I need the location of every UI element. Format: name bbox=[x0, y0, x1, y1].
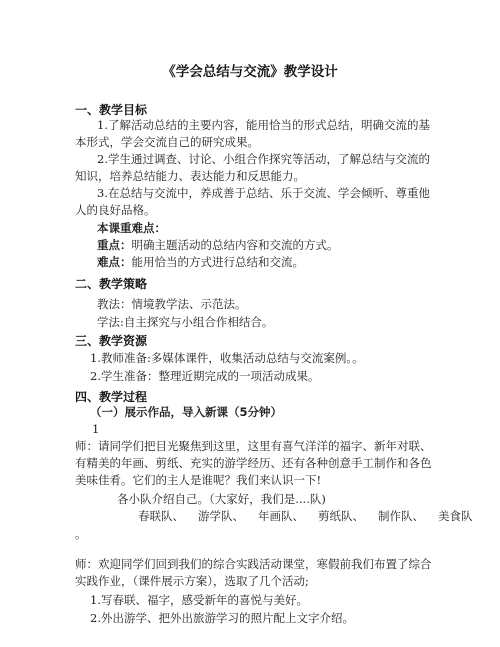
goal-item-3: 3.在总结与交流中，养成善于总结、乐于交流、学会倾听、尊重他人的良好品格。 bbox=[75, 186, 430, 217]
team-item: 春联队、 bbox=[138, 509, 184, 523]
difficulty-label: 难点： bbox=[97, 255, 132, 269]
difficulty-text: 能用恰当的方式进行总结和交流。 bbox=[131, 255, 304, 269]
team-item: 年画队、 bbox=[258, 509, 304, 523]
team-intro: 各小队介绍自己。（大家好，我们是....队) bbox=[117, 492, 326, 506]
process-subheading-1: （一）展示作品，导入新课（5分钟） bbox=[90, 405, 282, 419]
teacher-paragraph-1: 师：请同学们把目光聚焦到这里，这里有喜气洋洋的福字、新年对联、有精美的年画、剪纸、充实的游学经历、还有各种创意手工制作和各色美味佳肴。它们的主人是谁呢？我们来认识一下! bbox=[75, 439, 432, 487]
section-heading-process: 四、教学过程 bbox=[75, 390, 148, 404]
team-list-period: 。 bbox=[75, 527, 87, 541]
key-point-label: 重点： bbox=[97, 238, 132, 252]
process-step-number: 1 bbox=[92, 422, 100, 436]
difficulty-point bbox=[97, 254, 304, 270]
resource-item-2: 2.学生准备：整理近期完成的一项活动成果。 bbox=[90, 369, 320, 383]
goal-item-1: 1.了解活动总结的主要内容，能用恰当的形式总结，明确交流的基本形式，学会交流自己的研究成果。 bbox=[75, 118, 430, 149]
teaching-method: 教法：情境教学法、示范法。 bbox=[97, 297, 247, 311]
document-title: 《学会总结与交流》教学设计 bbox=[162, 64, 338, 80]
learning-method: 学法:自主探究与小组合作相结合。 bbox=[97, 315, 274, 329]
goal-item-2: 2.学生通过调查、讨论、小组合作探究等活动，了解总结与交流的知识，培养总结能力、表达能力和反思能力。 bbox=[75, 152, 430, 183]
team-item: 游学队、 bbox=[198, 509, 244, 523]
team-item: 剪纸队、 bbox=[318, 509, 364, 523]
teacher-paragraph-2: 师：欢迎同学们回到我们的综合实践活动课堂，寒假前我们布置了综合实践作业，（课件展示方案），选取了几个活动; bbox=[75, 557, 432, 588]
section-heading-goals: 一、教学目标 bbox=[75, 103, 148, 117]
activity-item-2: 2.外出游学、把外出旅游学习的照片配上文字介绍。 bbox=[90, 611, 354, 625]
resource-item-1: 1.教师准备:多媒体课件，收集活动总结与交流案例。。 bbox=[90, 351, 364, 365]
key-point bbox=[97, 237, 339, 253]
team-item: 美食队 bbox=[438, 509, 473, 523]
section-heading-resources: 三、教学资源 bbox=[75, 334, 148, 348]
team-list bbox=[138, 508, 487, 524]
key-point-text: 明确主题活动的总结内容和交流的方式。 bbox=[131, 238, 339, 252]
section-heading-strategy: 二、教学策略 bbox=[75, 277, 148, 291]
team-item: 制作队、 bbox=[378, 509, 424, 523]
activity-item-1: 1.写春联、福字，感受新年的喜悦与美好。 bbox=[90, 593, 308, 607]
keypoints-label: 本课重难点： bbox=[97, 221, 166, 235]
